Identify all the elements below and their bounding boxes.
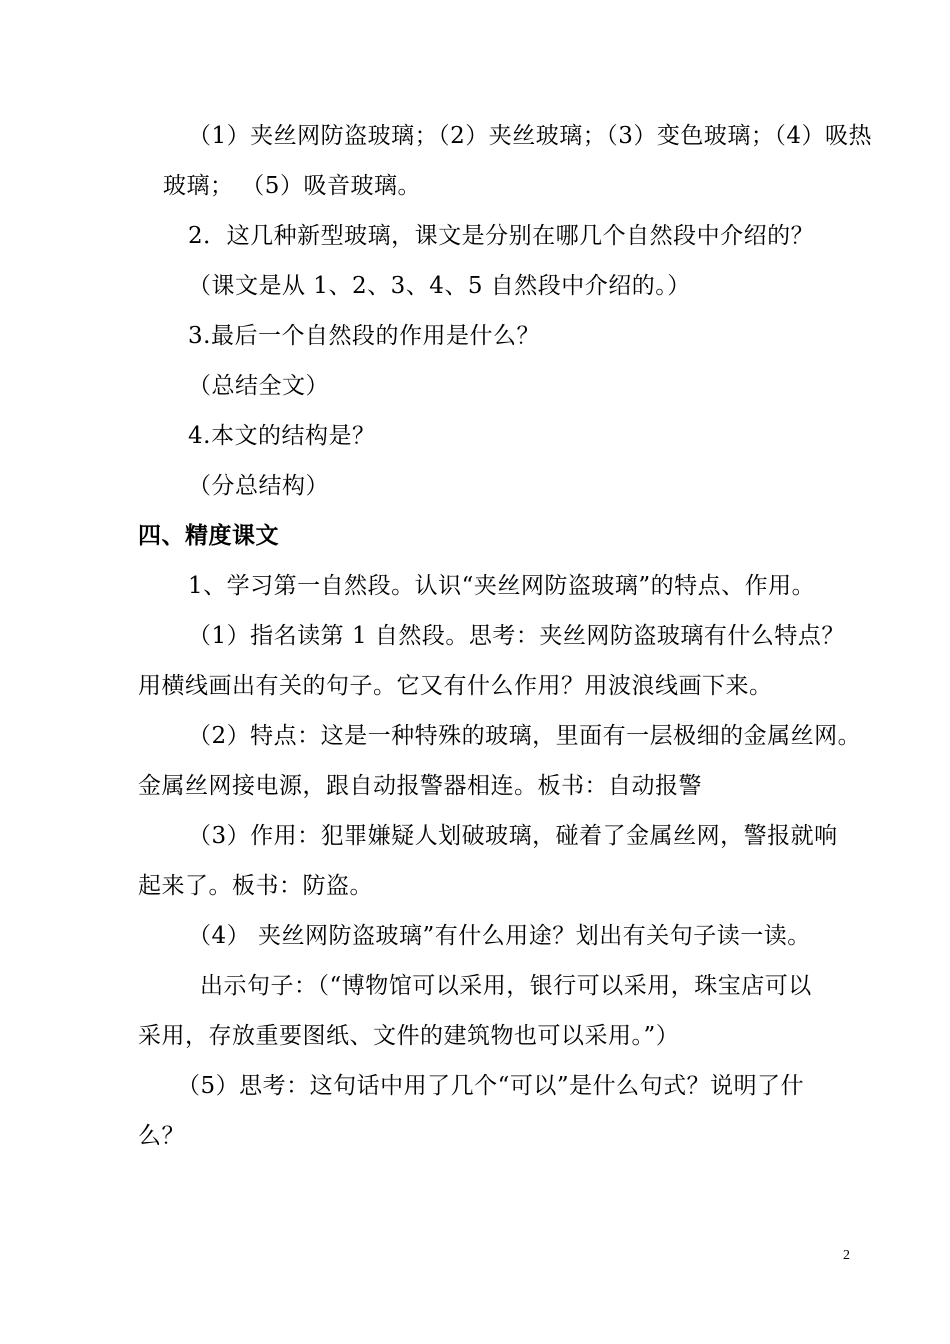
text-line-7: 4.本文的结构是？ — [188, 423, 376, 449]
text-line-20: （5）思考：这句话中用了几个“可以”是什么句式？说明了什 — [177, 1073, 805, 1099]
text-line-11: （1）指名读第 1 自然段。思考：夹丝网防盗玻璃有什么特点？ — [188, 623, 845, 649]
text-line-10: 1、学习第一自然段。认识“夹丝网防盗玻璃”的特点、作用。 — [188, 573, 816, 599]
text-line-15: （3）作用：犯罪嫌疑人划破玻璃，碰着了金属丝网，警报就响 — [188, 823, 838, 849]
text-line-14: 金属丝网接电源，跟自动报警器相连。板书：自动报警 — [138, 773, 702, 799]
text-line-6: （总结全文） — [188, 373, 329, 399]
text-line-8: （分总结构） — [188, 473, 329, 499]
text-line-21: 么？ — [138, 1123, 185, 1149]
text-line-2: 玻璃； （5）吸音玻璃。 — [163, 173, 421, 199]
text-line-12: 用横线画出有关的句子。它又有什么作用？用波浪线画下来。 — [138, 673, 773, 699]
text-line-1: （1）夹丝网防盗玻璃；（2）夹丝玻璃；（3）变色玻璃；（4）吸热 — [188, 123, 873, 149]
page-number: 2 — [843, 1248, 850, 1263]
text-line-5: 3.最后一个自然段的作用是什么？ — [188, 323, 540, 349]
text-line-18: 出示句子：（“博物馆可以采用，银行可以采用，珠宝店可以 — [200, 973, 812, 999]
text-line-4: （课文是从 1、2、3、4、5 自然段中介绍的。） — [188, 273, 691, 299]
text-line-16: 起来了。板书：防盗。 — [138, 873, 373, 899]
text-line-19: 采用，存放重要图纸、文件的建筑物也可以采用。”） — [138, 1023, 680, 1049]
text-line-13: （2）特点：这是一种特殊的玻璃，里面有一层极细的金属丝网。 — [188, 723, 862, 749]
text-line-17: （4） 夹丝网防盗玻璃”有什么用途？划出有关句子读一读。 — [188, 923, 811, 949]
text-line-3: 2．这几种新型玻璃，课文是分别在哪几个自然段中介绍的？ — [188, 223, 815, 249]
section-heading: 四、精度课文 — [138, 523, 279, 549]
